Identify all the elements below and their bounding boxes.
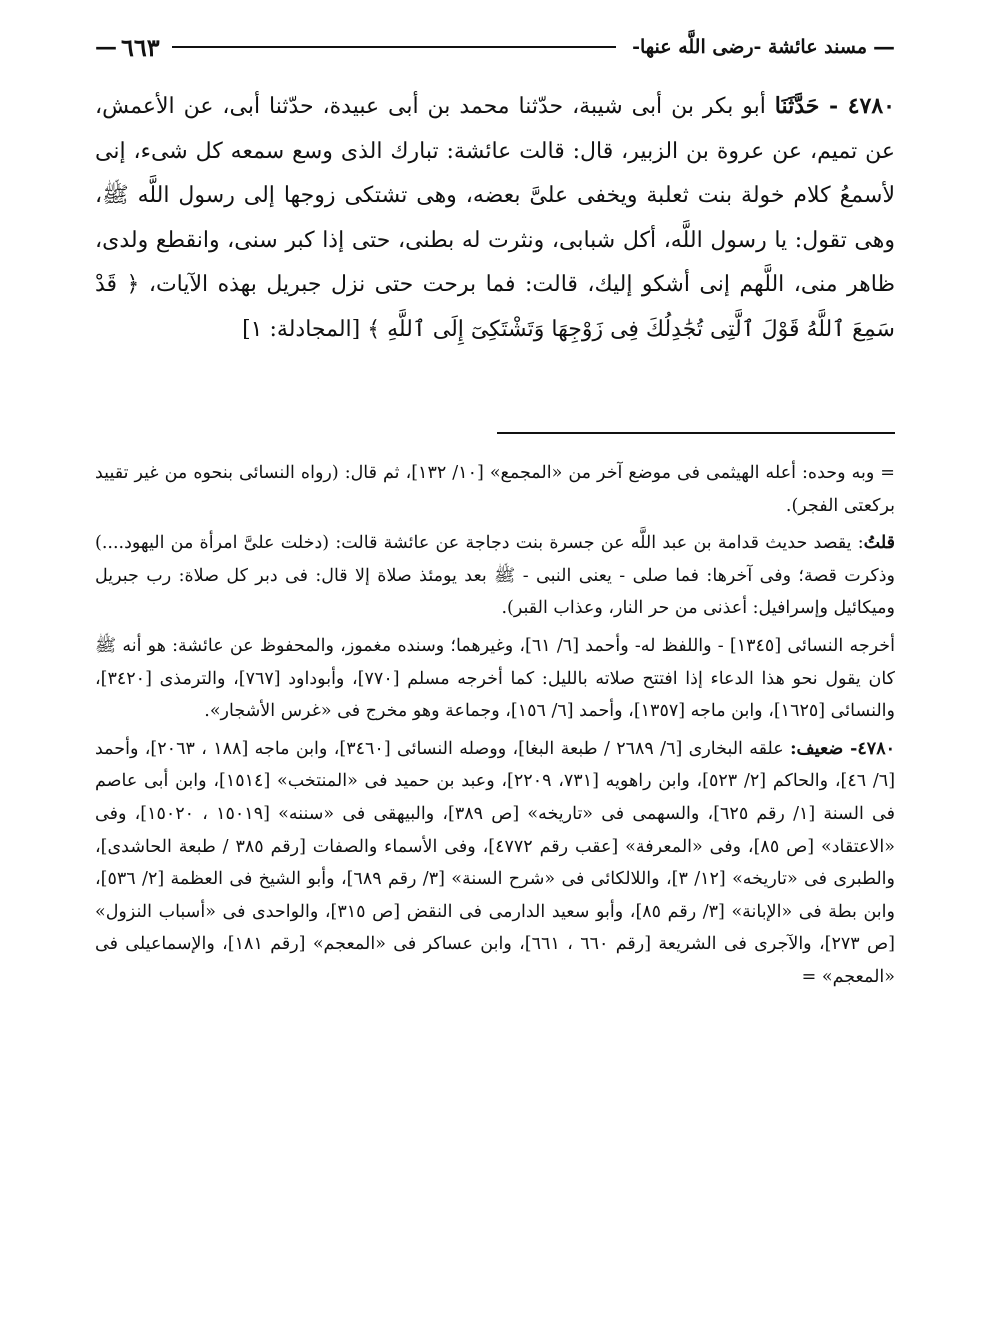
footnotes [95, 457, 895, 994]
hadith-text [95, 84, 895, 353]
footnote-takhrij: أخرجه النسائى [١٣٤٥] - واللفظ له- وأحمد [٦/ ٦١]، وغيرهما؛ وسنده مغموز، والمحفوظ عن عائشة: هو أنه ﷺ كان يقول نحو هذا الدعاء إذا افتتح صلاته بالليل: كما أخرجه مسلم [٧٧٠]، وأبوداود [٧٦٧]، والترمذى [٣٤٢٠]، والنسائى [١٦٢٥]، وابن ماجه [١٣٥٧]، وأحمد [٦/ ١٥٦]، وجماعة وهو مخرج فى «غرس الأشجار». [95, 635, 895, 722]
hadith-number: ٤٧٨٠ [847, 93, 895, 119]
grading-body: علقه البخارى [٦/ ٢٦٨٩ / طبعة البغا]، ووصله النسائى [٣٤٦٠]، وابن ماجه [١٨٨ ، ٢٠٦٣]، وأحمد [٦/ ٤٦]، والحاكم [٢/ ٥٢٣]، وابن راهويه [٧٣١، ٢٢٠٩]، وعبد بن حميد فى «المنتخب» [١٥١٤]، وابن أبى عاصم فى السنة [١/ رقم ٦٢٥]، والسهمى فى «تاريخه» [ص ٣٨٩]، والبيهقى فى «سننه» [١٥٠١٩ ، ١٥٠٢٠]، وفى «الاعتقاد» [ص ٨٥]، وفى «المعرفة» [عقب رقم ٤٧٧٢]، وفى الأسماء والصفات [رقم ٣٨٥ / طبعة الحاشدى]، والطبرى فى «تاريخه» [١٢/ ٣]، واللالكائى فى «شرح السنة» [٣/ رقم ٦٨٩]، وأبو الشيخ فى العظمة [٢/ ٥٣٦]، وابن بطة فى «الإبانة» [٣/ رقم ٨٥]، وأبو سعيد الدارمى فى النقض [ص ٣١٥]، والواحدى فى «أسباب النزول» [ص ٢٧٣]، والآجرى فى الشريعة [رقم ٦٦٠ ، ٦٦١]، وابن عساكر فى «المعجم» [رقم ١٨١]، والإسماعيلى فى «المعجم» = [95, 738, 896, 987]
hadith-body: أبو بكر بن أبى شيبة، حدّثنا محمد بن أبى عبيدة، حدّثنا أبى، عن الأعمش، عن تميم، عن عروة بن الزبير، قال: قالت عائشة: تبارك الذى وسع سمعه كل شىء، إنى لأسمعُ كلام خولة بنت ثعلبة ويخفى علىَّ بعضه، وهى تشتكى زوجها إلى رسول اللَّه ﷺ، وهى تقول: يا رسول اللَّه، أكل شبابى، ونثرت له بطنى، حتى إذا كبر سنى، وانقطع ولدى، ظاهر منى، اللَّهم إنى أشكو إليك، قالت: فما برحت حتى نزل جبريل بهذه الآيات، [95, 94, 895, 298]
header-dash-right: — [873, 34, 895, 60]
footnote-continuation: = وبه وحده: أعله الهيثمى فى موضع آخر من «المجمع» [١٠/ ١٣٢]، ثم قال: (رواه النسائى بنحوه من غير تقييد بركعتى الفجر). [95, 463, 895, 516]
running-title: مسند عائشة -رضى اللَّه عنها- [632, 36, 867, 58]
grading-label: ٤٧٨٠- ضعيف: [790, 738, 896, 759]
hadith-number-separator: - [819, 93, 848, 119]
page-header [95, 30, 895, 64]
quran-reference: [المجادلة: ١] [242, 316, 368, 342]
footnote-separator [497, 432, 895, 434]
footnote-qult [95, 527, 895, 625]
qult-body: : يقصد حديث قدامة بن عبد اللَّه عن جسرة بنت دجاجة عن عائشة قالت: (دخلت علىَّ امرأة من اليهود....) وذكرت قصة؛ وفى آخرها: فما صلى - يعنى النبى - ﷺ بعد يومئذ صلاة إلا قال: فى دبر كل صلاة: رب جبريل وميكائيل وإسرافيل: أعذنى من حر النار، وعذاب القبر). [95, 533, 895, 619]
hadith-lead-word: حَدَّثَنَا [774, 93, 820, 119]
quran-verse: ﴿ قَدْ سَمِعَ ٱللَّهُ قَوْلَ ٱلَّتِى تُجَٰدِلُكَ فِى زَوْجِهَا وَتَشْتَكِىٓ إِلَى ٱللَّهِ ﴾ [95, 272, 895, 342]
page-number: ٦٦٣ [121, 32, 160, 62]
footnote-grading [95, 733, 895, 994]
header-rule [172, 46, 616, 48]
header-dash-left: — [95, 34, 117, 60]
qult-label: قلتُ [863, 533, 895, 554]
